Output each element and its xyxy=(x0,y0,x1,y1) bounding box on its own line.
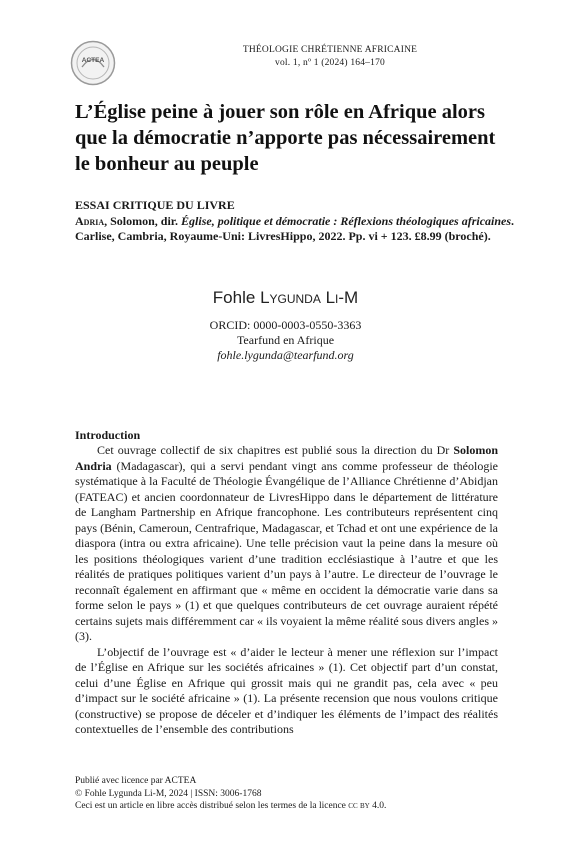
footer-license-start: Ceci est un article en libre accès distribué selon les termes de la licence xyxy=(75,801,349,811)
paragraph-2: L’objectif de l’ouvrage est « d’aider le lecteur à mener une réflexion sur l’impact de l’Église en Afrique sur les sociétés africaines » (1). Cet objectif part d’un constat, celui d’une Église en Afrique qui grossit mais qui ne grandit pas, cela avec « peu d’impact sur le société africaine » (1). La présente recension que nous voulons critique (constructive) se propose de déceler et d’indiquer les éléments de l’impact des réalités contextuelles de l’ensemble des contributions xyxy=(75,644,498,736)
actea-logo xyxy=(70,40,116,86)
section-heading-introduction: Introduction xyxy=(75,428,141,442)
body-text xyxy=(75,443,498,738)
article-title: L’Église peine à jouer son rôle en Afrique alors que la démocratie n’apporte pas nécessairement le bonheur au peuple xyxy=(75,101,496,175)
book-review-citation xyxy=(75,198,515,245)
book-editor-rest: , Solomon, dir. xyxy=(104,213,179,228)
footer-copyright: © Fohle Lygunda Li-M, 2024 | ISSN: 3006-1768 xyxy=(75,788,262,799)
book-citation xyxy=(75,214,515,245)
book-title: Église, politique et démocratie : Réflexions théologiques africaines xyxy=(181,213,512,228)
author-first-name: Fohle xyxy=(212,288,256,307)
author-info xyxy=(0,318,571,363)
author-last-name: Lygunda Li-M xyxy=(260,288,359,307)
footer-license xyxy=(75,775,386,813)
review-label: ESSAI CRITIQUE DU LIVRE xyxy=(75,198,235,212)
journal-name: THÉOLOGIE CHRÉTIENNE AFRICAINE xyxy=(242,45,418,55)
editor-name-bold: Solomon Andria xyxy=(75,443,498,473)
author-email-text[interactable]: fohle.lygunda@tearfund.org xyxy=(217,348,354,362)
author-email[interactable] xyxy=(0,348,571,363)
journal-header xyxy=(180,44,480,70)
paragraph-1-rest: (Madagascar), qui a servi pendant vingt ans comme professeur de théologie systématique à la Faculté de Théologie Évangélique de l’Alliance Chrétienne d’Abidjan (FATEAC) et ancien coordonnateur de LivresHippo dans le département de littérature de Langham Partnership en Afrique francophone. Les contributeurs représentent cinq pays (Bénin, Cameroun, Centrafrique, Madagascar, et Tchad et ont une expérience de la diaspora (intra ou extra africaine). Une telle précision vaut la peine dans la mesure où les positions théologiques varient d’une tradition ecclésiastique à l’autre et que les réalités de pratiques politiques varient d’un pays à l’autre. Le directeur de l’ouvrage le reconnaît également en affirmant que « même en occident la démocratie varie dans sa forme selon le pays » (1) et que quelques contributeurs de cet ouvrage auraient répété certains sujets mais différemment car « ils voyaient la même réalité sous divers angles » (3). xyxy=(75,458,498,643)
book-editor: Adria xyxy=(75,213,105,228)
author-orcid: ORCID: 0000-0003-0550-3363 xyxy=(209,318,362,332)
footer-license-text xyxy=(75,800,386,813)
footer-license-end: 4.0. xyxy=(369,801,387,811)
author-affiliation: Tearfund en Afrique xyxy=(236,333,335,347)
footer-publisher: Publié avec licence par ACTEA xyxy=(75,776,197,786)
footer-license-name: cc by xyxy=(348,801,370,811)
journal-issue: vol. 1, nº 1 (2024) 164–170 xyxy=(275,58,385,68)
book-publication: . Carlise, Cambria, Royaume-Uni: LivresHippo, 2022. Pp. vi + 123. £8.99 (broché). xyxy=(75,213,515,243)
paragraph-1 xyxy=(75,443,498,645)
logo-text: ACTEA xyxy=(81,57,105,64)
author-name xyxy=(0,288,571,308)
paragraph-1-start: Cet ouvrage collectif de six chapitres est publié sous la direction du Dr xyxy=(97,443,454,457)
